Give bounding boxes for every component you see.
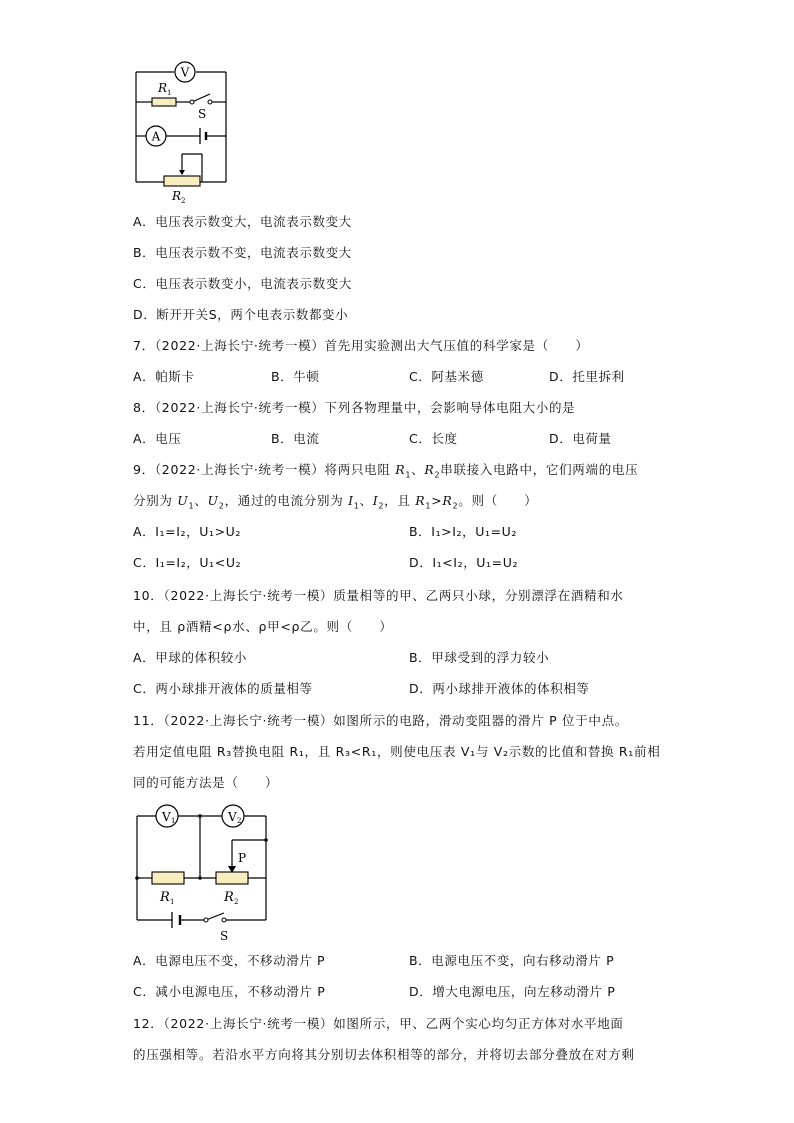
- switch-label: S: [198, 107, 207, 121]
- q9-option-d: D．I₁<I₂，U₁=U₂: [409, 555, 519, 570]
- q7-option-d: D．托里拆利: [549, 369, 625, 384]
- q8-option-b: B．电流: [271, 431, 320, 446]
- q10-option-c: C．两小球排开液体的质量相等: [133, 681, 313, 696]
- q11-line1: 11．（2022·上海长宁·统考一模）如图所示的电路，滑动变阻器的滑片 P 位于中点。: [133, 713, 628, 728]
- q10-line1: 10．（2022·上海长宁·统考一模）质量相等的甲、乙两只小球，分别漂浮在酒精和水: [133, 588, 624, 603]
- q6-option-c: C．电压表示数变小，电流表示数变大: [133, 276, 352, 291]
- v2-sub: 2: [237, 817, 242, 825]
- q6-option-b: B．电压表示数不变，电流表示数变大: [133, 245, 352, 260]
- q11-option-b: B．电源电压不变，向右移动滑片 P: [409, 953, 615, 968]
- q9-option-b: B．I₁>I₂，U₁=U₂: [409, 524, 518, 539]
- r1-sub: 1: [167, 89, 172, 97]
- resistor-r1-icon: [152, 872, 184, 884]
- r1-sub: 1: [170, 898, 175, 906]
- rheostat-r2-icon: [164, 176, 200, 186]
- circuit-diagram-2: [128, 800, 278, 946]
- r1-label: R: [158, 81, 168, 95]
- q10-line2: 中，且 ρ酒精<ρ水、ρ甲<ρ乙。则（ ）: [133, 619, 393, 634]
- circuit-diagram-1: [130, 58, 240, 208]
- v2-label: V: [228, 810, 237, 824]
- ammeter-label: A: [151, 129, 161, 144]
- q8-stem: 8．（2022·上海长宁·统考一模）下列各物理量中，会影响导体电阻大小的是: [133, 400, 576, 415]
- q12-line2: 的压强相等。若沿水平方向将其分别切去体积相等的部分，并将切去部分叠放在对方剩: [133, 1047, 635, 1062]
- q10-option-a: A．甲球的体积较小: [133, 650, 247, 665]
- resistor-r1-icon: [152, 98, 176, 106]
- q8-option-d: D．电荷量: [549, 431, 612, 446]
- q9-line2: 分别为 $U_1$、$U_2$，通过的电流分别为 $I_1$、$I_2$，且 $R_1>R_2$。则（ ）: [133, 493, 538, 511]
- r1-label: R: [160, 890, 170, 905]
- q8-option-c: C．长度: [409, 431, 458, 446]
- q9-line1: 9．（2022·上海长宁·统考一模）将两只电阻 $R_1$、$R_2$串联接入电路中，它们两端的电压: [133, 462, 639, 480]
- q9-option-c: C．I₁=I₂，U₁<U₂: [133, 555, 242, 570]
- rheostat-r2-icon: [216, 872, 248, 884]
- r2-sub: 2: [234, 898, 239, 906]
- r2-label: R: [224, 890, 234, 905]
- q6-option-a: A．电压表示数变大，电流表示数变大: [133, 214, 352, 229]
- v1-label: V: [162, 810, 171, 824]
- q7-option-c: C．阿基米德: [409, 369, 484, 384]
- q8-option-a: A．电压: [133, 431, 182, 446]
- q12-line1: 12．（2022·上海长宁·统考一模）如图所示，甲、乙两个实心均匀正方体对水平地面: [133, 1016, 624, 1031]
- q11-option-d: D．增大电源电压，向左移动滑片 P: [409, 984, 616, 999]
- voltmeter-1-label: V: [180, 65, 190, 80]
- v1-sub: 1: [171, 817, 176, 825]
- q11-line3: 同的可能方法是（ ）: [133, 775, 279, 790]
- p-label: P: [238, 851, 247, 865]
- switch-contact-icon: [190, 100, 194, 104]
- q9-option-a: A．I₁=I₂，U₁>U₂: [133, 524, 242, 539]
- q7-option-b: B．牛顿: [271, 369, 320, 384]
- q10-option-d: D．两小球排开液体的体积相等: [409, 681, 590, 696]
- q6-option-d: D．断开开关S，两个电表示数都变小: [133, 307, 349, 322]
- r2-sub: 2: [181, 197, 186, 205]
- q11-line2: 若用定值电阻 R₃替换电阻 R₁，且 R₃<R₁，则使电压表 V₁与 V₂示数的比值和替换 R₁前相: [133, 744, 661, 759]
- q7-option-a: A．帕斯卡: [133, 369, 195, 384]
- q10-option-b: B．甲球受到的浮力较小: [409, 650, 550, 665]
- r2-label: R: [172, 189, 182, 203]
- q7-stem: 7．（2022·上海长宁·统考一模）首先用实验测出大气压值的科学家是（ ）: [133, 338, 589, 353]
- q11-option-a: A．电源电压不变，不移动滑片 P: [133, 953, 326, 968]
- switch-label: S: [220, 929, 229, 943]
- q11-option-c: C．减小电源电压，不移动滑片 P: [133, 984, 326, 999]
